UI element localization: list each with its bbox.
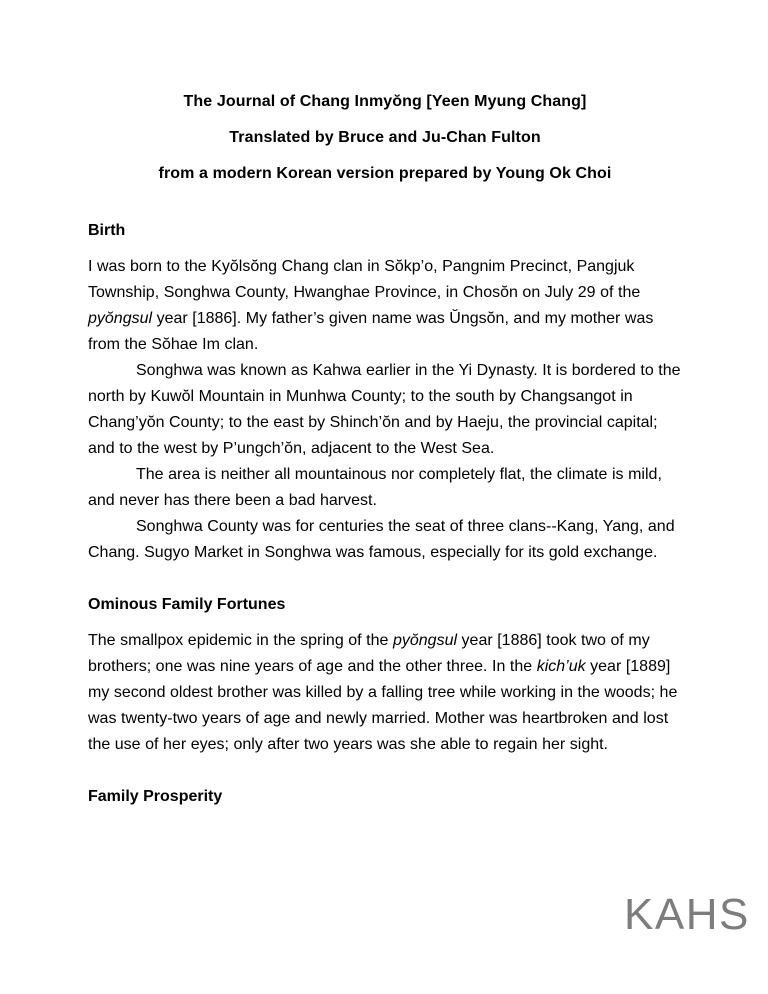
text-run: Songhwa County was for centuries the seat of three clans--Kang, Yang, and Chang. Sugyo Market in Songhwa was famous, especially for its gold exchange.: [88, 518, 675, 561]
document-body: [88, 84, 682, 820]
text-run: Songhwa was known as Kahwa earlier in the Yi Dynasty. It is bordered to the north by Kuwŏl Mountain in Munhwa County; to the south by Changsangot in Chang’yŏn County; to the east by Shinch’ŏn and by Haeju, the provincial capital; and to the west by P’ungch’ŏn, adjacent to the West Sea.: [88, 362, 681, 457]
section-heading: Ominous Family Fortunes: [88, 596, 286, 613]
title-block: [88, 84, 682, 192]
body-paragraph: [88, 514, 682, 566]
body-paragraph: [88, 254, 682, 358]
italic-term: pyŏngsul: [88, 310, 153, 327]
body-paragraph: [88, 462, 682, 514]
body-paragraph: [88, 628, 682, 758]
text-run: year [1889] my second oldest brother was killed by a falling tree while working in the woods; he was twenty-two years of age and newly married. Mother was heartbroken and lost the use of her eyes; only after two years was she able to regain her sight.: [88, 658, 678, 753]
section-heading: Family Prosperity: [88, 788, 223, 805]
text-run: The smallpox epidemic in the spring of the: [88, 632, 393, 649]
document-title-line-3: from a modern Korean version prepared by Young Ok Choi: [158, 165, 612, 182]
sections-container: [88, 218, 682, 810]
text-run: The area is neither all mountainous nor completely flat, the climate is mild, and never has there been a bad harvest.: [88, 466, 662, 509]
body-paragraph: [88, 358, 682, 462]
italic-term: kich’uk: [536, 658, 586, 675]
kahs-watermark: KAHS: [624, 890, 750, 939]
text-run: I was born to the Kyŏlsŏng Chang clan in Sŏkp’o, Pangnim Precinct, Pangjuk Township, Songhwa County, Hwanghae Province, in Chosŏn on July 29 of the: [88, 258, 641, 301]
text-run: year [1886] took two of my brothers; one was nine years of age and the other three. In the: [88, 632, 650, 675]
document-title-line-1: The Journal of Chang Inmyŏng [Yeen Myung Chang]: [183, 93, 587, 110]
italic-term: pyŏngsul: [392, 632, 458, 649]
document-title-line-2: Translated by Bruce and Ju-Chan Fulton: [229, 129, 541, 146]
text-run: year [1886]. My father’s given name was Ŭngsŏn, and my mother was from the Sŏhae Im clan.: [88, 310, 654, 353]
section-heading: Birth: [88, 222, 126, 239]
